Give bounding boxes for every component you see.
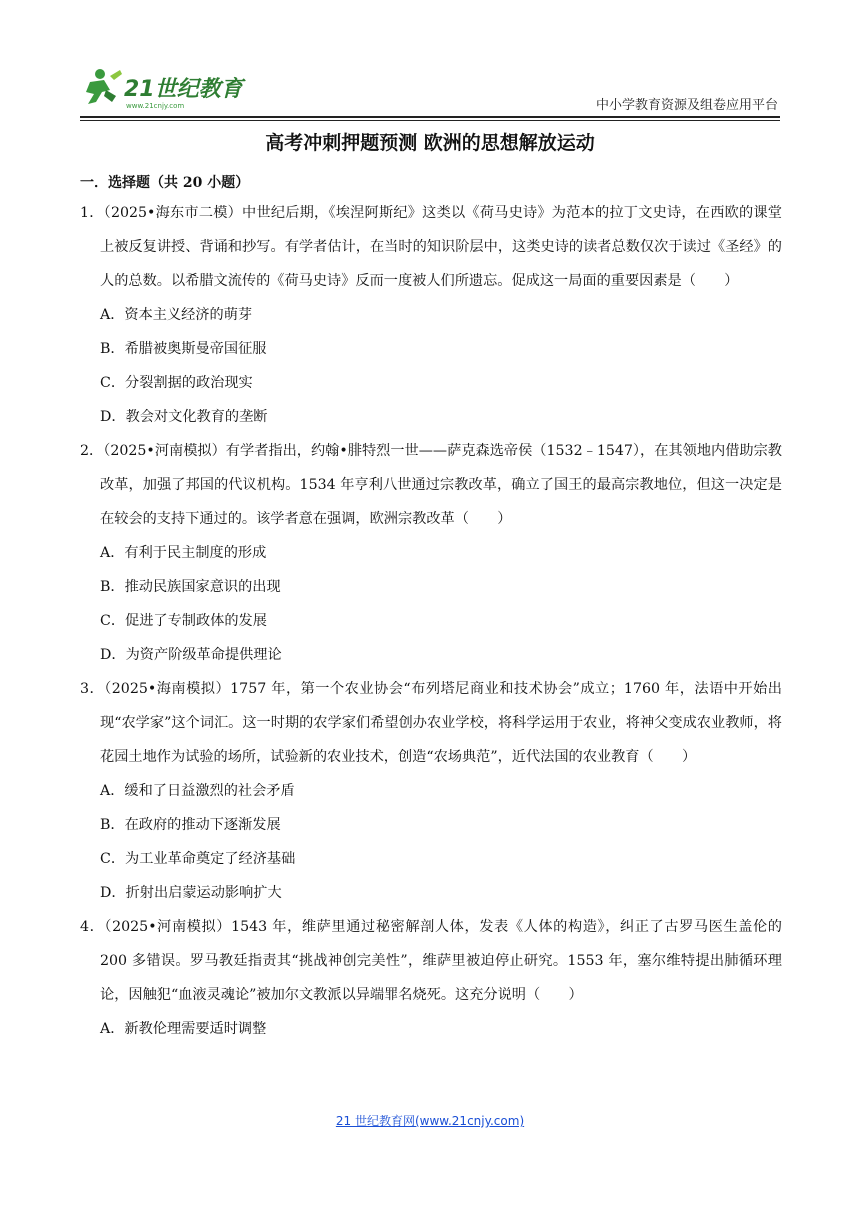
footer-link[interactable]: 21 世纪教育网(www.21cnjy.com) [335, 1114, 525, 1128]
question-list [80, 196, 782, 1046]
page-footer [0, 1112, 860, 1129]
question-2 [80, 434, 782, 672]
site-logo[interactable] [80, 66, 260, 112]
option-b[interactable]: B．希腊被奥斯曼帝国征服 [100, 341, 267, 357]
option-c[interactable]: C．为工业革命奠定了经济基础 [100, 851, 296, 867]
option-a[interactable]: A．有利于民主制度的形成 [100, 545, 267, 561]
platform-label: 中小学教育资源及组卷应用平台 [595, 98, 778, 113]
question-stem: 1．（2025•海东市二模）中世纪后期，《埃涅阿斯纪》这类以《荷马史诗》为范本的拉丁文史诗，在西欧的课堂上被反复讲授、背诵和抄写。有学者估计，在当时的知识阶层中，这类史诗的读者总数仅次于读过《圣经》的人的总数。以希腊文流传的《荷马史诗》反而一度被人们所遗忘。促成这一局面的重要因素是（ ） [80, 205, 782, 289]
page-header [80, 66, 780, 118]
option-c[interactable]: C．促进了专制政体的发展 [100, 613, 267, 629]
header-rule [80, 116, 780, 118]
option-a[interactable]: A．新教伦理需要适时调整 [100, 1021, 267, 1037]
logo-text: 21世纪教育 [124, 77, 243, 102]
option-a[interactable]: A．缓和了日益激烈的社会矛盾 [100, 783, 295, 799]
question-1 [80, 196, 782, 434]
section-heading: 一．选择题（共 20 小题） [80, 175, 250, 191]
option-a[interactable]: A．资本主义经济的萌芽 [100, 307, 253, 323]
question-stem: 3．（2025•海南模拟）1757 年，第一个农业协会“布列塔尼商业和技术协会”成立；1760 年，法语中开始出现“农学家”这个词汇。这一时期的农学家们希望创办农业学校，将科学运用于农业，将神父变成农业教师，将花园土地作为试验的场所，试验新的农业技术，创造“农场典范”，近代法国的农业教育（ ） [80, 681, 782, 765]
question-4 [80, 910, 782, 1046]
logo-url: www.21cnjy.com [126, 102, 185, 110]
option-b[interactable]: B．推动民族国家意识的出现 [100, 579, 281, 595]
question-3 [80, 672, 782, 910]
option-d[interactable]: D．折射出启蒙运动影响扩大 [100, 885, 282, 901]
option-d[interactable]: D．为资产阶级革命提供理论 [100, 647, 282, 663]
page-title: 高考冲刺押题预测 欧洲的思想解放运动 [265, 132, 595, 154]
option-b[interactable]: B．在政府的推动下逐渐发展 [100, 817, 281, 833]
option-c[interactable]: C．分裂割据的政治现实 [100, 375, 253, 391]
question-stem: 2．（2025•河南模拟）有学者指出，约翰•腓特烈一世——萨克森选帝侯（1532﹣1547），在其领地内借助宗教改革，加强了邦国的代议机构。1534 年亨利八世通过宗教改革，确立了国王的最高宗教地位，但这一决定是在较会的支持下通过的。该学者意在强调，欧洲宗教改革（ ） [80, 443, 782, 527]
option-d[interactable]: D．教会对文化教育的垄断 [100, 409, 268, 425]
question-stem: 4．（2025•河南模拟）1543 年，维萨里通过秘密解剖人体，发表《人体的构造》，纠正了古罗马医生盖伦的 200 多错误。罗马教廷指责其“挑战神创完美性”，维萨里被迫停止研究。1553 年，塞尔维特提出肺循环理论，因触犯“血液灵魂论”被加尔文教派以异端罪名烧死。这充分说明（ ） [80, 919, 782, 1003]
header-rule-thin [80, 120, 780, 121]
runner-logo-icon [80, 66, 260, 112]
